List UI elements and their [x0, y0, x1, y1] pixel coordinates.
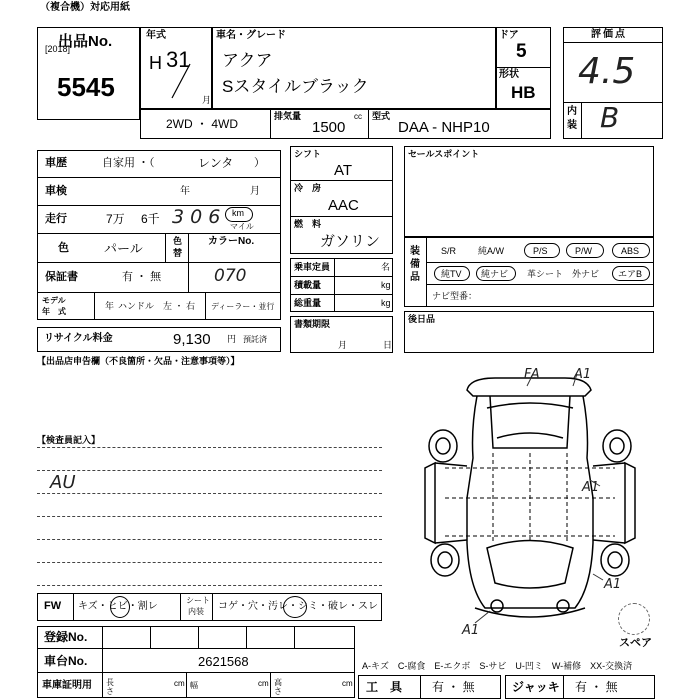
- doc-deadline-day: 日: [383, 340, 393, 350]
- equip-tv: 純TV: [441, 269, 462, 279]
- fuel-value: ガソリン: [320, 233, 381, 250]
- score-label: 評価点: [591, 29, 627, 40]
- displacement-unit: cc: [354, 112, 362, 121]
- damage-legend: A-キズ C-腐食 E-エクボ S-サビ U-凹ミ W-補修 XX-交換済: [362, 661, 633, 671]
- mileage-digits: 3 0 6: [172, 206, 221, 228]
- door-label: ドア: [499, 30, 519, 41]
- spare-tire-icon: [618, 603, 650, 635]
- circle-mark-2: [283, 596, 307, 618]
- mileage-km: km: [232, 208, 244, 218]
- sheet-label-2: 内装: [188, 607, 204, 616]
- equip-navi: 純ナビ: [481, 269, 509, 279]
- interior-label-2: 装: [567, 120, 577, 131]
- model-grade: Sスタイルブラック: [222, 77, 369, 96]
- mark-a1-front: A1: [604, 577, 622, 592]
- color-value: パール: [104, 241, 143, 256]
- tools-value: 有 ・ 無: [432, 680, 475, 694]
- chassis-value: 2621568: [198, 654, 249, 669]
- year-value: 31: [166, 47, 191, 72]
- tools-label: 工 具: [366, 680, 403, 694]
- cert-width: 幅: [190, 681, 198, 690]
- inspection-year: 年: [180, 186, 190, 197]
- sheet-label-1: シート: [186, 596, 210, 605]
- color-code-label: カラーNo.: [208, 236, 255, 247]
- recycle-value: 9,130: [173, 331, 211, 348]
- color-code-value: 070: [214, 266, 247, 286]
- capacity-unit-1: kg: [381, 280, 391, 290]
- equip-leather: 革シート: [527, 269, 564, 279]
- mark-fa: FA: [524, 367, 540, 382]
- notice-label: 【出品店申告欄（不良箇所・欠品・注意事項等）】: [37, 356, 240, 366]
- interior-value: B: [600, 101, 620, 134]
- after-items-box: [404, 311, 654, 353]
- reg-no-label: 登録No.: [44, 630, 88, 644]
- sales-point-box: [404, 146, 654, 237]
- color-change-1: 色: [173, 236, 183, 246]
- cert-length: 長さ: [106, 678, 114, 696]
- equip-nav-model: ナビ型番：: [432, 291, 478, 301]
- warranty-value: 有 ・ 無: [122, 271, 162, 283]
- fuel-label: 燃 料: [294, 219, 322, 229]
- condition-label: FW: [44, 600, 62, 612]
- mark-a1-bottom: A1: [462, 623, 480, 638]
- jack-label: ジャッキ: [512, 680, 560, 694]
- doc-deadline-month: 月: [338, 340, 348, 350]
- equip-aw: 純A/W: [478, 246, 504, 256]
- info-table: [37, 150, 281, 320]
- history-value: 自家用 ・（: [102, 157, 155, 169]
- year-label: 年式: [146, 30, 166, 41]
- equip-abs: ABS: [621, 246, 640, 256]
- warranty-label: 保証書: [45, 271, 78, 283]
- model-year-dealer: ディーラー・並行: [211, 302, 275, 311]
- mark-a1-side: A1: [582, 480, 600, 495]
- cert-cm-2: cm: [258, 679, 269, 688]
- history-close: ）: [254, 157, 265, 169]
- year-era: H: [149, 53, 162, 73]
- model-name: アクア: [222, 51, 273, 70]
- year-month-unit: 月: [202, 95, 212, 105]
- after-items-label: 後日品: [408, 314, 436, 324]
- recycle-note: 預託済: [243, 335, 267, 344]
- model-year-year: 年: [105, 301, 115, 311]
- capacity-label-1: 積載量: [294, 280, 322, 290]
- color-label: 色: [58, 242, 69, 254]
- recycle-label: リサイクル料金: [44, 333, 113, 344]
- model-label: 車名・グレード: [216, 30, 286, 41]
- lot-label: 出品No.: [58, 33, 113, 50]
- inspector-label: 【検査員記入】: [37, 435, 101, 445]
- capacity-unit-0: 名: [381, 262, 391, 272]
- jack-value: 有 ・ 無: [575, 680, 618, 694]
- history-label: 車歴: [45, 157, 67, 169]
- body-value: HB: [511, 83, 536, 102]
- equip-pw: P/W: [575, 246, 592, 256]
- model-year-label-2: 年 式: [42, 307, 66, 316]
- drive-options: 2WD ・ 4WD: [166, 117, 239, 131]
- color-change-2: 替: [173, 248, 183, 258]
- chassis-label: 車台No.: [44, 654, 88, 668]
- capacity-unit-2: kg: [381, 298, 391, 308]
- doc-deadline-label: 書類期限: [294, 319, 331, 329]
- displacement-label: 排気量: [274, 111, 302, 121]
- cert-cm-3: cm: [342, 679, 353, 688]
- recycle-unit: 円: [227, 334, 237, 344]
- sheet-header: （複合機）対応用紙: [40, 2, 130, 13]
- cert-label: 車庫証明用: [42, 680, 92, 691]
- mileage-man: 7万: [106, 212, 125, 226]
- capacity-label-0: 乗車定員: [294, 262, 331, 272]
- mileage-sen: 6千: [141, 212, 160, 226]
- mileage-mile: マイル: [230, 222, 254, 231]
- interior-label-1: 内: [567, 106, 577, 117]
- equip-airbag: エアB: [618, 269, 643, 279]
- circle-mark-1: [110, 596, 130, 618]
- inspection-month: 月: [250, 186, 260, 197]
- body-label: 形状: [499, 69, 519, 80]
- spare-label: スペア: [619, 637, 652, 649]
- condition-items-2: コゲ・穴・汚レ・シミ・破レ・スレ: [218, 601, 378, 612]
- history-rental: レンタ: [198, 156, 234, 170]
- inspector-note: AU: [50, 472, 76, 493]
- equipment-label: 装備品: [410, 246, 420, 283]
- mileage-label: 走行: [45, 213, 67, 225]
- type-label: 型式: [372, 111, 391, 121]
- equip-ps: P/S: [533, 246, 548, 256]
- condition-items: キズ・ヒビ・割レ: [78, 601, 158, 612]
- sales-point-label: セールスポイント: [408, 149, 480, 159]
- equip-sr: S/R: [441, 246, 457, 256]
- cert-cm-1: cm: [174, 679, 185, 688]
- mark-a1-top: A1: [574, 367, 592, 382]
- shift-value: AT: [334, 162, 353, 179]
- capacity-label-2: 総重量: [294, 298, 322, 308]
- cert-height: 高さ: [274, 678, 282, 696]
- equip-ext-navi: 外ナビ: [572, 269, 600, 279]
- inspection-label: 車検: [45, 185, 67, 197]
- ac-value: AAC: [328, 197, 359, 214]
- type-value: DAA - NHP10: [398, 119, 490, 136]
- year-stamp: [2018]: [45, 44, 71, 54]
- score-value: 4.5: [578, 51, 636, 92]
- door-value: 5: [516, 41, 527, 62]
- model-year-label-1: モデル: [42, 296, 66, 305]
- shift-label: シフト: [294, 149, 322, 159]
- ac-label: 冷 房: [294, 183, 322, 193]
- model-year-handle: ハンドル 左 ・ 右: [118, 301, 196, 311]
- lot-number: 5545: [57, 72, 115, 102]
- displacement-value: 1500: [312, 119, 346, 136]
